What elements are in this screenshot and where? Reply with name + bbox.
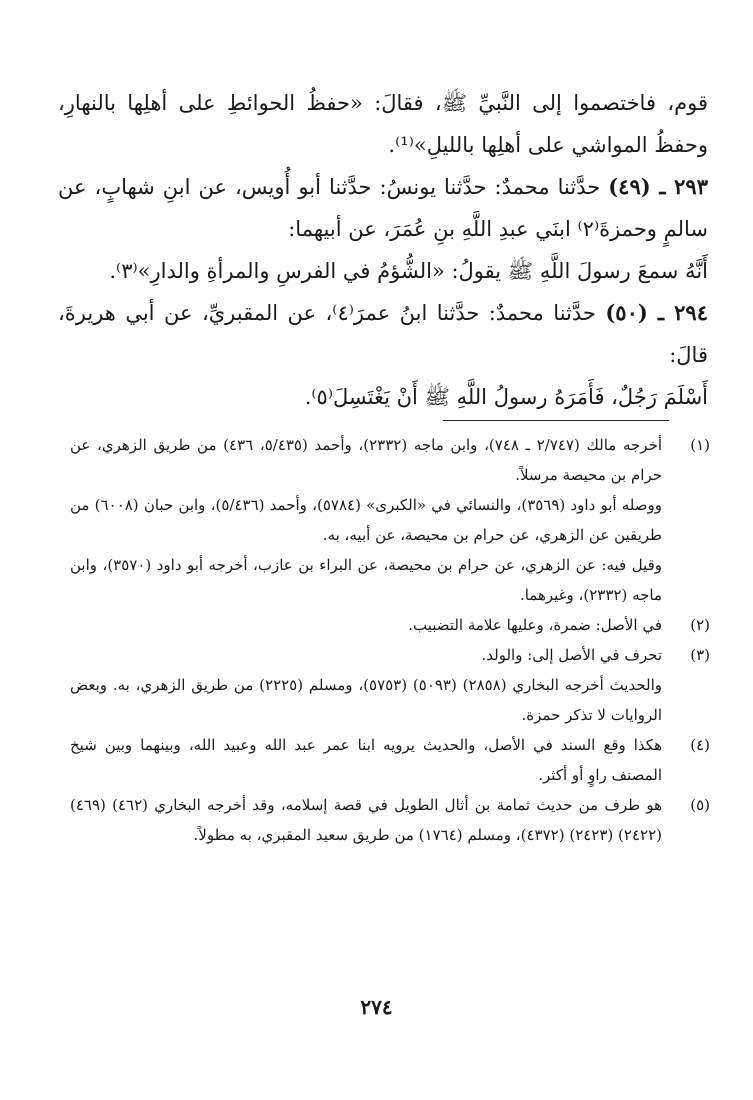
footnote-text: هو طرف من حديث ثمامة بن أثال الطويل في قصة إسلامه، وقد أخرجه البخاري (٤٦٢) (٤٦٩) (٢٤٢٢) (٢٤٢٣) (٤٣٧٢)، ومسلم (١٧٦٤) من طريق سعيد المقبري، به مطولاً.	[70, 796, 662, 844]
footnote-number: (٥)	[690, 796, 710, 814]
paragraph-1: قوم، فاختصموا إلى النَّبيِّ ﷺ، فقالَ: «حفظُ الحوائطِ على أهلِها بالنهارِ، وحفظُ المواشي على أهلِها بالليلِ»⁽¹⁾.	[58, 91, 708, 157]
footnote-1-continuation: ووصله أبو داود (٣٥٦٩)، والنسائي في «الكبرى» (٥٧٨٤)، وأحمد (٥/٤٣٦)، وابن حبان (٦٠٠٨) من طريقين عن الزهري، عن حرام بن محيصة، عن أبيه، به.	[70, 496, 663, 544]
footnotes	[70, 430, 710, 850]
hadith-293	[58, 166, 708, 250]
footnote-2	[70, 610, 710, 640]
footnote-number: (٣)	[690, 646, 710, 664]
hadith-294-matn: أَسْلَمَ رَجُلٌ، فَأَمَرَهُ رسولُ اللَّهِ ﷺ أَنْ يَغْتَسِلَ⁽٥⁾.	[304, 385, 708, 409]
page-number: ٢٧٤	[360, 995, 393, 1019]
hadith-294	[58, 292, 708, 376]
footnote-1-continuation: وقيل فيه: عن الزهري، عن حرام بن محيصة، عن البراء بن عازب، أخرجه أبو داود (٣٥٧٠)، وابن ماجه (٢٣٣٢)، وغيرهما.	[70, 556, 662, 604]
hadith-isnad: حدَّثنا محمدٌ: حدَّثنا يونسُ: حدَّثنا أبو أُويس، عن ابنِ شهابٍ، عن سالمٍ وحمزةَ⁽٢⁾ ابنَي عبدِ اللَّهِ بنِ عُمَرَ، عن أبيهما:	[58, 175, 708, 241]
footnote-1	[70, 430, 710, 490]
footnote-3-continuation: والحديث أخرجه البخاري (٢٨٥٨) (٥٠٩٣) (٥٧٥٣)، ومسلم (٢٢٢٥) من طريق الزهري، به. وبعض الروايات لا تذكر حمزة.	[70, 676, 662, 724]
footnote-text: في الأصل: ضمرة، وعليها علامة التضبيب.	[408, 616, 662, 634]
hadith-number: ٢٩٣ ـ (٤٩)	[608, 174, 708, 199]
footnote-3	[70, 640, 710, 670]
footnote-separator	[443, 420, 669, 421]
footnote-4	[70, 730, 710, 790]
footnote-number: (٢)	[690, 616, 710, 634]
hadith-isnad: حدَّثنا محمدٌ: حدَّثنا ابنُ عمرَ⁽٤⁾، عن المقبريِّ، عن أبي هريرةَ، قالَ:	[58, 301, 708, 367]
footnote-5	[70, 790, 710, 850]
footnote-text: أخرجه مالك (٢/٧٤٧ ـ ٧٤٨)، وابن ماجه (٢٣٣٢)، وأحمد (٥/٤٣٥، ٤٣٦) من طريق الزهري، عن حرام بن محيصة مرسلاً.	[70, 436, 663, 484]
footnote-number: (٤)	[690, 736, 710, 754]
footnote-number: (١)	[690, 436, 710, 454]
footnote-text: تحرف في الأصل إلى: والولد.	[481, 646, 662, 664]
hadith-number: ٢٩٤ ـ (٥٠)	[605, 300, 708, 325]
hadith-293-matn: أَنَّهُ سمعَ رسولَ اللَّهِ ﷺ يقولُ: «الشُّؤمُ في الفرسِ والمرأةِ والدارِ»⁽٣⁾.	[109, 259, 708, 283]
main-text	[58, 82, 708, 418]
footnote-text: هكذا وقع السند في الأصل، والحديث يرويه ابنا عمر عبد الله وعبيد الله، وبينهما وبين شيخ المصنف راوٍ أو أكثر.	[70, 736, 662, 784]
